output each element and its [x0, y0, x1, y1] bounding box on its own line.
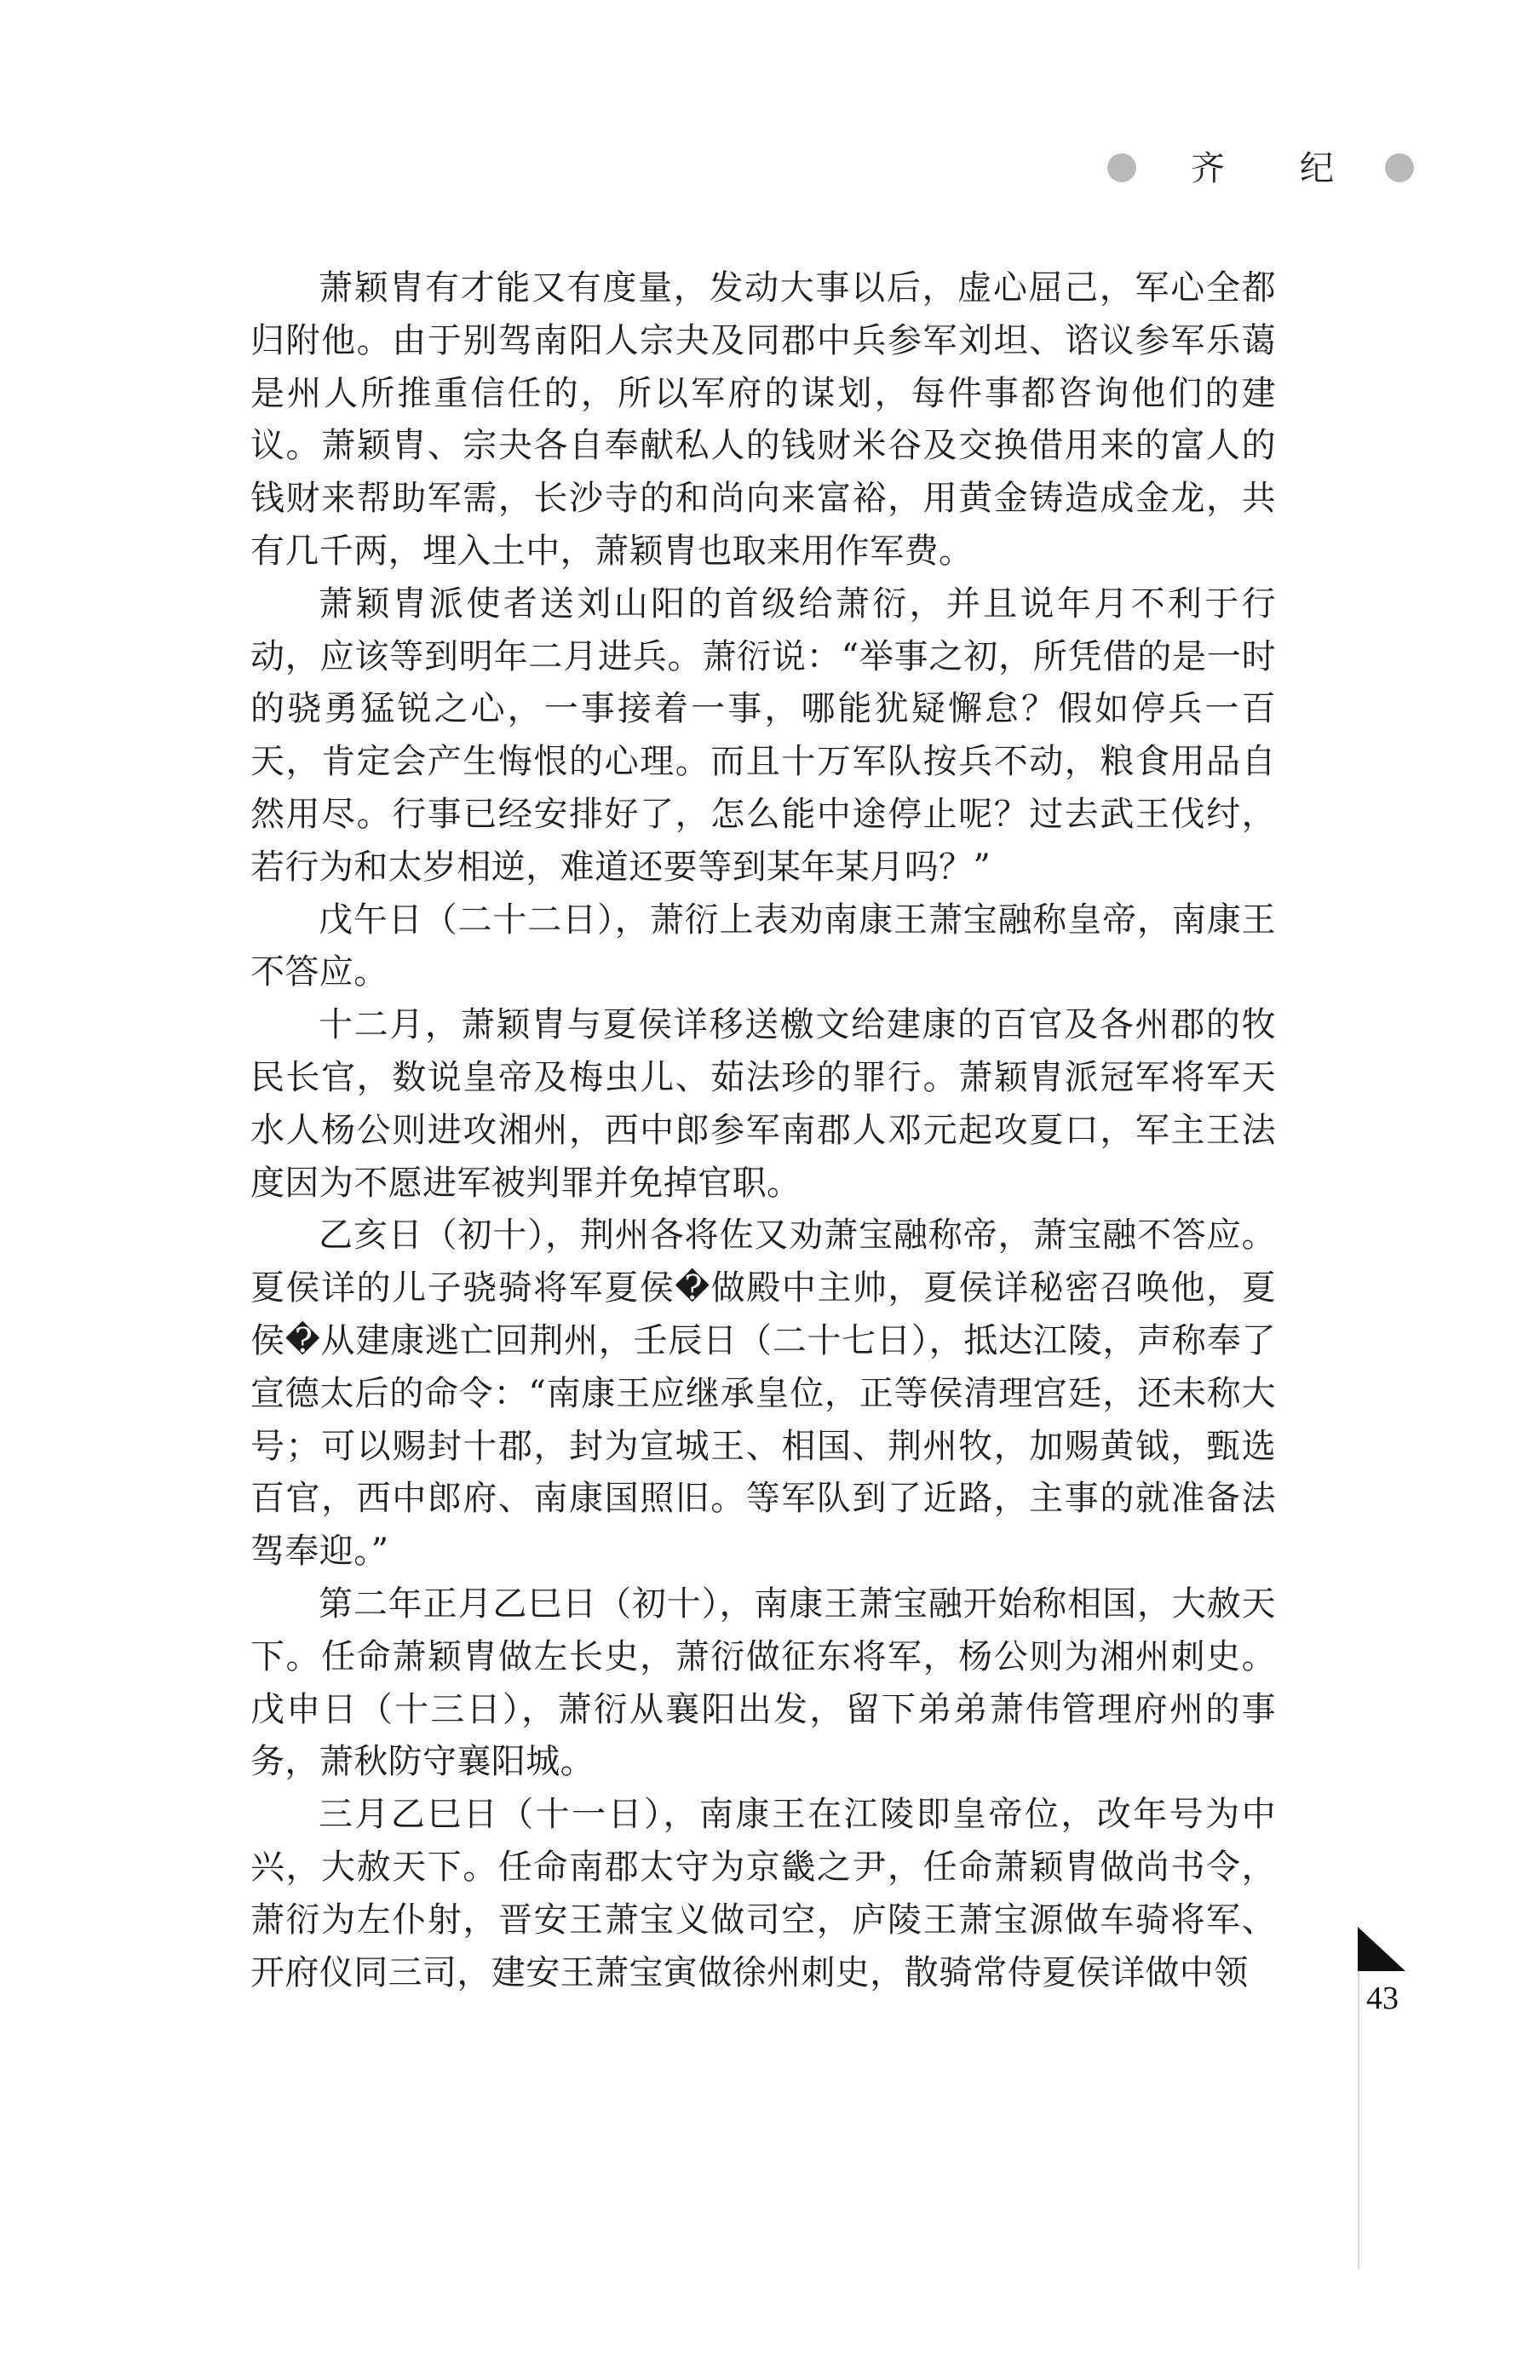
running-header	[1107, 145, 1431, 196]
paragraph: 乙亥日（初十），荆州各将佐又劝萧宝融称帝，萧宝融不答应。夏侯详的儿子骁骑将军夏侯�做殿中主帅，夏侯详秘密召唤他，夏侯�从建康逃亡回荆州，壬辰日（二十七日），抵达江陵，声称奉了宣德太后的命令：“南康王应继承皇位，正等侯清理宫廷，还未称大号；可以赐封十郡，封为宣城王、相国、荆州牧，加赐黄钺，甄选百官，西中郎府、南康国照旧。等军队到了近路，主事的就准备法驾奉迎。”	[250, 1216, 1276, 1572]
header-dot-right	[1385, 153, 1414, 182]
paragraph: 三月乙巳日（十一日），南康王在江陵即皇帝位，改年号为中兴，大赦天下。任命南郡太守为京畿之尹，任命萧颖胄做尚书令，萧衍为左仆射，晋安王萧宝义做司空，庐陵王萧宝源做车骑将军、开府仪同三司，建安王萧宝寅做徐州刺史，散骑常侍夏侯详做中领	[250, 1795, 1276, 1992]
chapter-title-char-2: 纪	[1300, 149, 1334, 188]
body-text	[250, 262, 1276, 1999]
paragraph: 十二月，萧颖胄与夏侯详移送檄文给建康的百官及各州郡的牧民长官，数说皇帝及梅虫儿、茹法珍的罪行。萧颖胄派冠军将军天水人杨公则进攻湘州，西中郎参军南郡人邓元起攻夏口，军主王法度因为不愿进军被判罪并免掉官职。	[250, 1005, 1276, 1203]
paragraph: 第二年正月乙巳日（初十），南康王萧宝融开始称相国，大赦天下。任命萧颖胄做左长史，萧衍做征东将军，杨公则为湘州刺史。戊申日（十三日），萧衍从襄阳出发，留下弟弟萧伟管理府州的事务，萧秋防守襄阳城。	[250, 1584, 1276, 1782]
page-corner-marker	[1358, 1927, 1405, 1971]
chapter-title-char-1: 齐	[1191, 149, 1225, 188]
header-dot-left	[1107, 153, 1136, 182]
paragraph: 萧颖胄派使者送刘山阳的首级给萧衍，并且说年月不利于行动，应该等到明年二月进兵。萧衍说：“举事之初，所凭借的是一时的骁勇猛锐之心，一事接着一事，哪能犹疑懈怠？假如停兵一百天，肯定会产生悔恨的心理。而且十万军队按兵不动，粮食用品自然用尽。行事已经安排好了，怎么能中途停止呢？过去武王伐纣，若行为和太岁相逆，难道还要等到某年某月吗？”	[250, 584, 1276, 887]
margin-rule	[1358, 1971, 1359, 2269]
paragraph: 戊午日（二十二日），萧衍上表劝南康王萧宝融称皇帝，南康王不答应。	[250, 900, 1276, 992]
page-number: 43	[1366, 1980, 1399, 2016]
paragraph: 萧颖胄有才能又有度量，发动大事以后，虚心屈己，军心全都归附他。由于别驾南阳人宗夬及同郡中兵参军刘坦、谘议参军乐蔼是州人所推重信任的，所以军府的谋划，每件事都咨询他们的建议。萧颖胄、宗夬各自奉献私人的钱财米谷及交换借用来的富人的钱财来帮助军需，长沙寺的和尚向来富裕，用黄金铸造成金龙，共有几千两，埋入土中，萧颖胄也取来用作军费。	[250, 268, 1276, 571]
